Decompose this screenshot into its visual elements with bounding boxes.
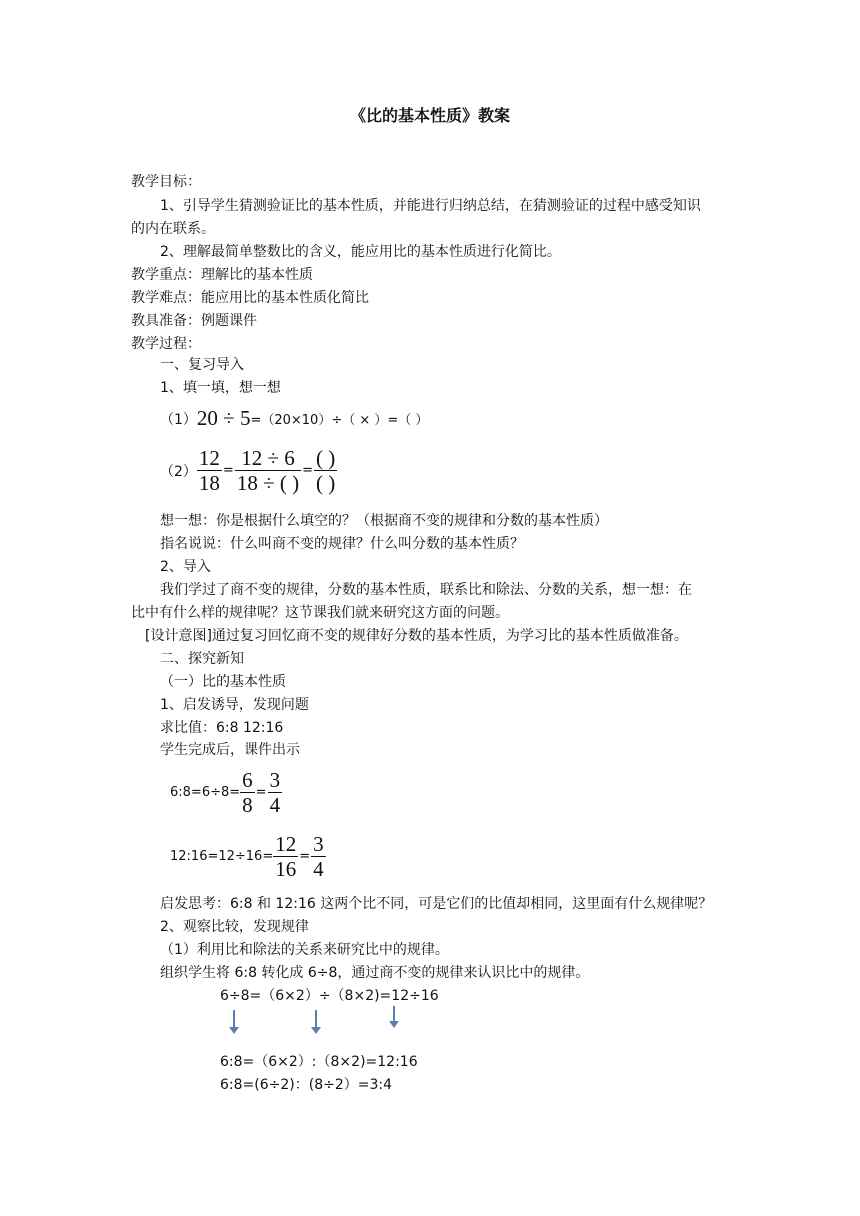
organize-students: 组织学生将 6:8 转化成 6÷8，通过商不变的规律来认识比中的规律。	[160, 965, 590, 981]
think-question: 想一想：你是根据什么填空的？（根据商不变的规律和分数的基本性质）	[160, 513, 608, 529]
exercise-1-expression: 20 ÷ 5	[196, 406, 251, 430]
fraction-6-8: $\frac{6}{8}$	[242, 768, 253, 817]
key-point: 教学重点：理解比的基本性质	[131, 267, 313, 283]
fraction-3-4: $\frac{3}{4}$	[269, 768, 281, 817]
exercise-1-label: （1）	[160, 411, 197, 428]
courseware-show: 学生完成后，课件出示	[160, 742, 300, 758]
fraction-blank: $\frac{( )}{( )}$	[316, 446, 336, 495]
equals-sign: =	[255, 785, 267, 800]
intro-text: 我们学过了商不变的规律，分数的基本性质，联系比和除法、分数的关系，想一想：在	[160, 582, 692, 598]
calc-6-8	[170, 768, 282, 817]
objective-2: 2、理解最简单整数比的含义，能应用比的基本性质进行化简比。	[160, 244, 561, 260]
calc-6-8-prefix: 6:8=6÷8=	[170, 785, 241, 800]
subsection-intro: 2、导入	[160, 559, 211, 575]
heading-objectives: 教学目标：	[131, 174, 201, 190]
fraction-12-18: $\frac{12}{18}$	[198, 446, 220, 495]
equals-sign: =	[299, 849, 311, 864]
subsection-fill: 1、填一填，想一想	[160, 380, 281, 396]
calc-12-16	[170, 832, 326, 881]
calc-12-16-prefix: 12:16=12÷16=	[170, 849, 274, 864]
ratio-equation-divide: 6:8=(6÷2)：(8÷2）=3:4	[220, 1077, 392, 1093]
teaching-aids: 教具准备：例题课件	[131, 313, 257, 329]
difficult-point: 教学难点：能应用比的基本性质化简比	[131, 290, 369, 306]
equals-sign: =	[222, 463, 234, 478]
page-title: 《比的基本性质》教案	[349, 106, 510, 125]
exercise-1-blanks: =（20×10）÷（ × ）=（ ）	[250, 413, 429, 428]
ratio-equation-multiply: 6:8=（6×2）:（8×2)=12:16	[220, 1054, 418, 1070]
inspire-thinking: 启发思考：6:8 和 12:16 这两个比不同，可是它们的比值却相同，这里面有什么规律呢？	[160, 896, 713, 912]
method-1: （1）利用比和除法的关系来研究比中的规律。	[160, 942, 449, 958]
down-arrow-icon	[393, 1006, 395, 1022]
discussion: 指名说说：什么叫商不变的规律？什么叫分数的基本性质？	[160, 536, 524, 552]
fraction-12-16: $\frac{12}{16}$	[275, 832, 297, 881]
fraction-division: $\frac{12 \div 6}{18 \div ( )}$	[236, 446, 300, 495]
intro-text-cont: 比中有什么样的规律呢？这节课我们就来研究这方面的问题。	[131, 605, 509, 621]
equals-sign: =	[302, 463, 313, 478]
objective-1-cont: 的内在联系。	[131, 221, 215, 237]
objective-1: 1、引导学生猜测验证比的基本性质，并能进行归纳总结，在猜测验证的过程中感受知识	[160, 198, 701, 214]
fraction-3-4: $\frac{3}{4}$	[313, 832, 324, 881]
section-explore: 二、探究新知	[160, 651, 244, 667]
exercise-1	[160, 406, 428, 431]
down-arrow-icon	[315, 1010, 317, 1028]
down-arrow-icon	[233, 1010, 235, 1028]
step-2: 2、观察比较，发现规律	[160, 919, 309, 935]
subsection-property: （一）比的基本性质	[160, 674, 286, 690]
step-1: 1、启发诱导，发现问题	[160, 697, 309, 713]
exercise-2	[160, 446, 337, 495]
find-ratio-value: 求比值：6:8 12:16	[160, 720, 284, 736]
section-review: 一、复习导入	[160, 357, 244, 373]
design-intent: [设计意图]通过复习回忆商不变的规律好分数的基本性质，为学习比的基本性质做准备。	[145, 628, 688, 644]
exercise-2-label: （2）	[160, 463, 197, 480]
division-equation: 6÷8=（6×2）÷（8×2)=12÷16	[220, 988, 439, 1004]
heading-process: 教学过程：	[131, 336, 201, 352]
